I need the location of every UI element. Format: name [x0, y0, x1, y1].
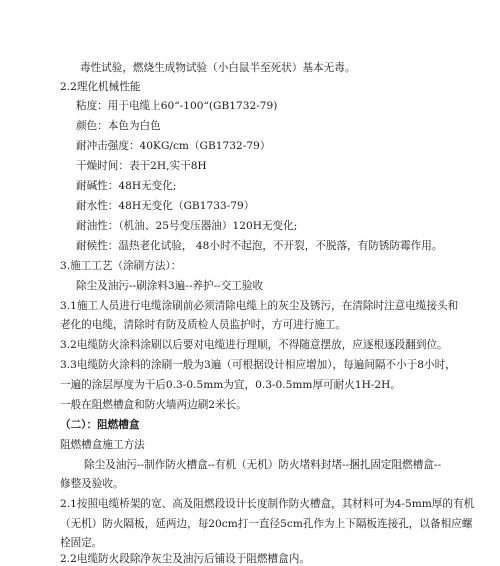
text-line-3-3a: 3.3电缆防火涂料的涂刷一般为3遍（可根据设计相应增加），每遍间隔不小于8小时，: [60, 359, 456, 371]
text-line-2-2: 2.2电缆防火段除净灰尘及油污后铺设于阻燃槽盒内。: [60, 553, 310, 565]
text-line-alkali: 耐碱性：48H无变化;: [76, 180, 177, 192]
text-line-process: 除尘及油污--刷涂料3遍--养护--交工验收: [76, 280, 264, 292]
text-line-3-1a: 3.1施工人员进行电缆涂刷前必须清除电缆上的灰尘及锈污，在清除时注意电缆接头和: [60, 300, 459, 312]
text-line-tray-process-a: 除尘及油污--制作防火槽盒--有机（无机）防火堵料封堵--捆扎固定阻燃槽盒--: [84, 459, 442, 471]
text-line-viscosity: 粘度：用于电缆上60“-100“(GB1732-79): [76, 100, 278, 112]
text-line-2-1b: （无机）防火隔板，延两边，每20cm打一直径5cm孔作为上下隔板连接孔，以备相应螺: [60, 518, 473, 530]
text-line-water: 耐水性：48H无变化（GB1733-79）: [76, 200, 255, 212]
text-line-oil: 耐油性：（机油、25号变压器油）120H无变化;: [76, 220, 298, 232]
text-line-color: 颜色：本色为白色: [76, 120, 161, 132]
text-line-impact: 耐冲击强度：40KG/cm（GB1732-79）: [76, 140, 271, 152]
text-line-3-1b: 老化的电缆，清除时有防及质检人员监护时，方可进行施工。: [60, 319, 347, 331]
text-line-weather: 耐候性：温热老化试验， 48小时不起泡，不开裂，不脱落，有防锈防霉作用。: [76, 240, 443, 252]
section-heading-2-2: 2.2理化机械性能: [60, 81, 141, 93]
text-line-drying: 干燥时间：表干2H,实干8H: [76, 160, 207, 172]
text-line-toxicity: 毒性试验，燃烧生成物试验（小白鼠半至死状）基本无毒。: [80, 62, 356, 74]
text-line-tray-method: 阻燃槽盒施工方法: [60, 439, 145, 451]
text-line-general: 一般在阻燃槽盒和防火墙两边刷2米长。: [60, 399, 247, 411]
section-heading-flame-tray: （二）：阻燃槽盒: [60, 419, 140, 431]
text-line-tray-process-b: 修整及验收。: [60, 478, 124, 490]
text-line-3-2: 3.2电缆防火涂料涂刷以后要对电缆进行理顺，不得随意摆放，应逐根逐段翻到位。: [60, 339, 448, 351]
text-line-3-3b: 一遍的涂层厚度为干后0.3-0.5mm为宜，0.3-0.5mm厚可耐火1H-2H。: [60, 379, 401, 391]
section-heading-3: 3.施工工艺（涂刷方法）：: [60, 260, 182, 272]
text-line-2-1c: 栓固定。: [60, 537, 103, 549]
text-line-2-1a: 2.1按照电缆桥架的宽、高及阻燃段设计长度制作防火槽盒，其材料可为4-5mm厚的有机: [60, 498, 475, 510]
